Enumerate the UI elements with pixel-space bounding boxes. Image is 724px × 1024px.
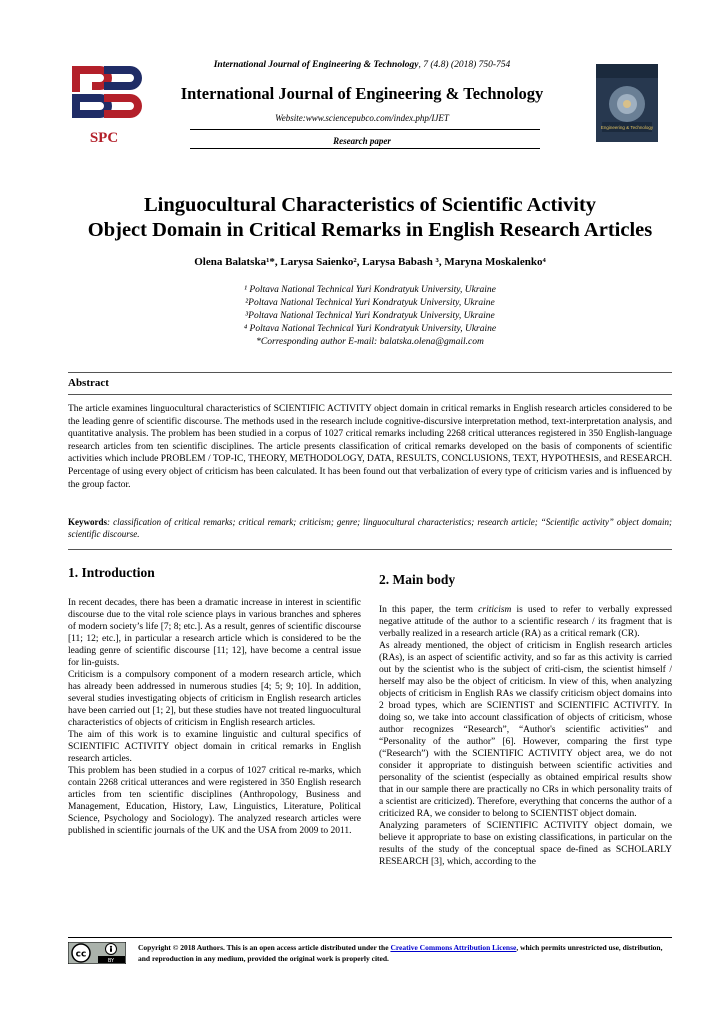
abstract-top-rule <box>68 372 672 373</box>
paper-title: Linguocultural Characteristics of Scientific Activity Object Domain in Critical Remarks in English Research Articles <box>87 194 653 241</box>
svg-text:cc: cc <box>75 949 87 960</box>
introduction-body <box>68 597 361 837</box>
copyright-notice: Copyright © 2018 Authors. This is an open access article distributed under the Creative Commons Attribution License, which permits unrestricted use, distribution, and reproduction in any medium, provided the original work is properly cited. <box>138 943 663 963</box>
header-rule <box>190 129 540 130</box>
section-heading-main-body: 2. Main body <box>379 572 456 587</box>
abstract-text: The article examines linguocultural characteristics of SCIENTIFIC ACTIVITY object domain in critical remarks in English research articles considered to be the leading genre of scientific discourse. The methods used in the research include cognitive-discursive interpretation method, text-interpretation analysis, and quantitative analysis. The problem has been studied in a corpus of 1027 critical remarks including 2268 critical utterances registered in 350 English-language research articles from ten scientific disciplines. The article presents classification of critical remarks developed on the basis of components of scientific activities which include PROBLEM / TOP-IC, THEORY, METHODOLOGY, DATA, RESULTS, CONCLUSIONS, TEXT, HYPOTHESIS, and RESEARCH. Percentage of using every object of criticism has been calculated. It has been found out that verbalization of every type of criticism varies and is influenced by the group factor. <box>68 404 672 490</box>
author-list: Olena Balatska¹*, Larysa Saienko², Larysa Babash ³, Maryna Moskalenko⁴ <box>194 256 546 268</box>
journal-cover-image <box>596 64 658 142</box>
affiliation-2: ²Poltava National Technical Yuri Kondratyuk University, Ukraine <box>245 298 495 308</box>
corresponding-author: *Corresponding author E-mail: balatska.olena@gmail.com <box>256 337 484 347</box>
logo-text: SPC <box>89 130 119 146</box>
journal-website[interactable]: Website:www.sciencepubco.com/index.php/IJET <box>275 113 449 123</box>
cc-by-license-icon <box>68 942 126 964</box>
keywords: Keywords: classification of critical remarks; critical remark; criticism; genre; linguocultural characteristics; research article; “Scientific activity” object domain; scientific discourse. <box>68 517 672 539</box>
cover-text: Engineering & Technology <box>600 125 654 130</box>
abstract-heading-rule <box>68 394 672 395</box>
header-rule-bottom <box>190 148 540 149</box>
abstract-heading: Abstract <box>68 377 109 389</box>
affiliation-1: ¹ Poltava National Technical Yuri Kondratyuk University, Ukraine <box>244 285 496 295</box>
paragraph: This problem has been studied in a corpus of 1027 critical re-marks, which contain 2268 critical utterances and were registered in 350 English research articles from ten scientific disciplines (Anthropology, Business and Management, Education, History, Law, Linguistics, Literature, Political Science, Psychology and Sociology). The analyzed research articles were published in scientific journals of the UK and the USA from 2009 to 2011. <box>68 766 361 836</box>
main-body-text <box>379 604 672 868</box>
journal-citation: International Journal of Engineering & Technology, 7 (4.8) (2018) 750-754 <box>213 60 511 70</box>
paragraph: The aim of this work is to examine linguistic and cultural specifics of SCIENTIFIC ACTIVITY object domain in critical remarks in English research articles. <box>68 730 361 764</box>
paragraph: In this paper, the term criticism is used to refer to verbally expressed negative attitude of the author to a scientific research / its fragment that is verbally realized in a research article (RA) as a critical remark (CR). <box>379 605 672 639</box>
keywords-bottom-rule <box>68 549 672 550</box>
license-link[interactable]: Creative Commons Attribution License <box>390 943 517 952</box>
svg-text:BY: BY <box>107 958 115 964</box>
paper-type: Research paper <box>333 136 391 146</box>
footer-rule <box>68 937 672 938</box>
paragraph: In recent decades, there has been a dramatic increase in interest in scientific discourse due to the vital role science plays in various branches and spheres of modern society’s life [7; 8; etc.]. As a result, genres of scientific discourse [11; 12; etc.], in particular a research article which is considered to be the leading genre of scientific discourse [11; 12], have become a central issue for lin-guists. <box>68 598 361 668</box>
affiliation-3: ³Poltava National Technical Yuri Kondratyuk University, Ukraine <box>245 311 495 321</box>
paragraph: Criticism is a compulsory component of a modern research article, which has already been addressed in numerous studies [4; 5; 9; 10]. In addition, several studies investigating objects of criticism in English research articles have been carried out [1; 2], but these studies have not treated linguocultural characteristics of objects of criticism in English research articles. <box>68 670 361 728</box>
affiliation-4: ⁴ Poltava National Technical Yuri Kondratyuk University, Ukraine <box>243 324 497 334</box>
journal-title: International Journal of Engineering & Technology <box>180 84 544 103</box>
section-heading-introduction: 1. Introduction <box>68 565 155 580</box>
affiliations <box>0 284 724 349</box>
paragraph: As already mentioned, the object of criticism in English research articles (RAs), is an aspect of scientific activity, and so far as this activity is carried out by the scientist who is the subject of criti-cism, the scientist himself / herself may also be the object of criticism. In view of this, when analyzing objects of criticism in English RAs we classify criticism object domains into 2 broad types, which are SCIENTIST and SCIENTIFIC ACTIVITY. In doing so, we take into account classification of objects of criticism, whose author recognizes “Research”, “Author's scientific activities” and “Personality of the author” [6]. However, comparing the first type (“Research”) with the SCIENTIFIC ACTIVITY object area, we do not consider it appropriate to distinguish between scientific activities and personality of the scientist (especially as obtained empirical results show that in our sample there are practically no CRs in which personality traits of a scientist are criticized). Therefore, everything that concerns the author of a criticized RA, we consider to belong to SCIENTIST object domain. <box>379 641 672 819</box>
paragraph: Analyzing parameters of SCIENTIFIC ACTIVITY object domain, we believe it appropriate to base on existing classifications, in particular on the results of the study of the conceptual space de-fined as SCHOLARLY RESEARCH [3], which, according to the <box>379 821 672 867</box>
